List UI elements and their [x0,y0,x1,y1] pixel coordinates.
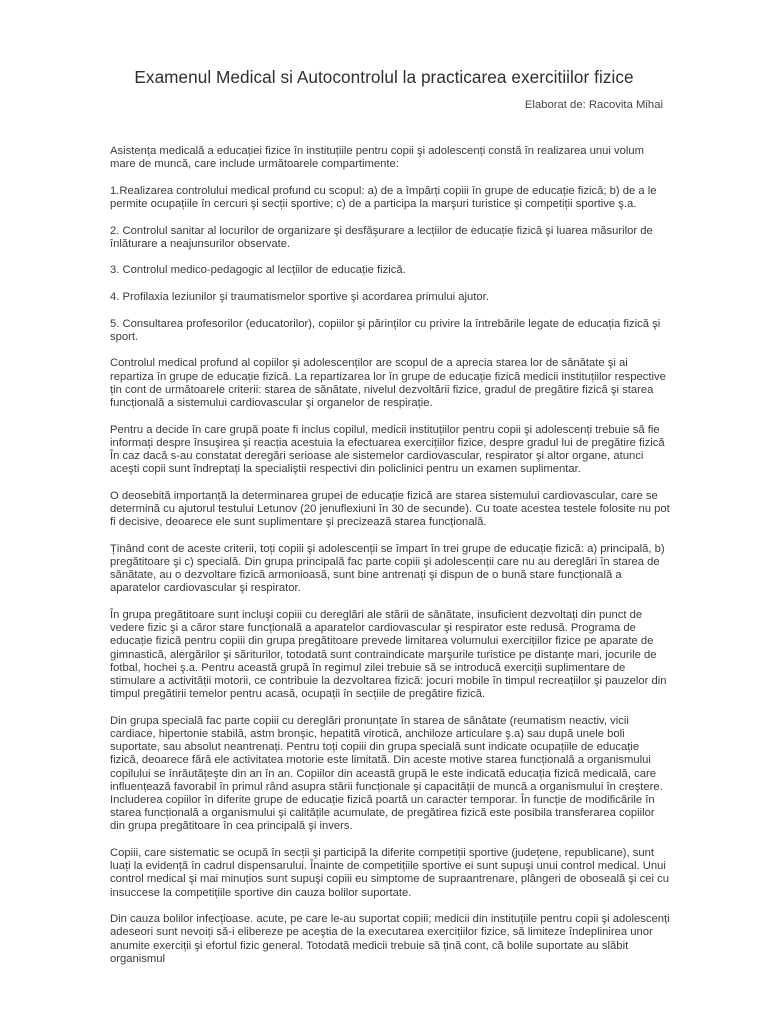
paragraph-control-medical: Controlul medical profund al copiilor şi adolescenților are scopul de a aprecia starea lor de sănătate şi ai repartiza în grupe de educație fizică. La repartizarea lor în grupe de educație fizică medicii instituțiilor respective țin cont de următoarele criterii: starea de sănătate, nivelul dezvoltării fizice, gradul de pregătire fizică şi starea funcțională a sistemului cardiovascular şi organelor de respirație. [110,357,666,409]
paragraph-boli-infectioase: Din cauza bolilor infecțioase. acute, pe care le-au suportat copiii; medicii din instituțiile pentru copii şi adolescenți adeseori sunt nevoiți să-i elibereze pe aceştia de la executarea exercițiilor fizice, să limiteze îndeplinirea unor anumite exerciții şi efortul fizic general. Totodată medicii trebuie să țină cont, că bolile suportate au slăbit organismul [110,913,670,965]
paragraph-grupa-pregatitoare: În grupa pregătitoare sunt incluşi copiii cu dereglări ale stării de sănătate, insuficient dezvoltați din punct de vedere fizic şi a căror stare funcțională a aparatelor cardiovascular şi respirator este redusă. Programa de educație fizică pentru copiii din grupa pregătitoare prevede limitarea volumului exercițiilor fizice pe aparate de gimnastică, alergărilor şi săriturilor, totodată sunt contraindicate marşurile turistice pe distanțe mari, jocurile de fotbal, hochei ş.a. Pentru această grupă în regimul zilei trebuie să se introducă exerciții suplimentare de stimulare a activității motorii, ce contribuie la dezvoltarea fizică: jocuri mobile în timpul recreațiilor şi pauzelor din timpul pregătirii temelor pentru acasă, ocupații în secțiile de pregătire fizică. [110,608,667,701]
paragraph-test-letunov: O deosebită importanță la determinarea grupei de educație fizică are starea sistemului cardiovascular, care se determină cu ajutorul testului Letunov (20 jenuflexiuni în 30 de secunde). Cu toate acestea testele folosite nu pot fi decisive, deoarece ele sunt suplimentare şi precizează starea funcțională. [110,489,670,529]
paragraph-trei-grupe: Ținând cont de aceste criterii, toți copiii şi adolescenții se împart în trei grupe de educație fizică: a) principală, b) pregătitoare şi c) specială. Din grupa principală fac parte copiii şi adolescenții care nu au dereglări în starea de sănătate, au o dezvoltare fizică armonioasă, sunt bine antrenați şi dispun de o bună stare funcțională a aparatelor cardiovascular şi respirator. [110,542,665,595]
paragraph-item-5: 5. Consultarea profesorilor (educatorilor), copiilor şi părinților cu privire la întrebările legate de educația fizică şi sport. [110,317,661,343]
paragraph-intro: Asistența medicală a educației fizice în instituțiile pentru copii şi adolescenți constă în realizarea unui volum mare de muncă, care include următoarele compartimente: [110,145,645,171]
paragraph-competitii: Copiii, care sistematic se ocupă în secții şi participă la diferite competiții sportive (județene, republicane), sunt luați la evidență în cadrul dispensarului. Înainte de competițiile sportive ei sunt supuşi unui control medical. Unui control medical şi mai minuțios sunt supuşi copiii eu simptome de supraantrenare, plângeri de oboseală şi cei cu insuccese la competițiile sportive din cauza bolilor suportate. [110,847,670,899]
paragraph-item-1: 1.Realizarea controlului medical profund cu scopul: a) de a împărți copiii în grupe de educație fizică; b) de a le permite ocupațiile în cercuri şi secții sportive; c) de a participa la marşuri turistice şi competiții sportive ş.a. [110,184,657,210]
document-title: Examenul Medical si Autocontrolul la practicarea exercitiilor fizice [134,67,634,87]
document-body [110,145,670,979]
paragraph-item-3: 3. Controlul medico-pedagogic al lecțiilor de educație fizică. [110,264,406,277]
document-author: Elaborat de: Racovita Mihai [524,99,663,111]
paragraph-item-2: 2. Controlul sanitar al locurilor de organizare şi desfăşurare a lecțiilor de educație fizică şi luarea măsurilor de înlăturare a neajunsurilor observate. [110,224,653,250]
paragraph-decizie-grupa: Pentru a decide în care grupă poate fi inclus copilul, medicii instituțiilor pentru copii şi adolescenți trebuie să fie informați despre însuşirea şi reacția acestuia la efectuarea exercițiilor fizice, despre gradul lui de pregătire fizică În caz dacă s-au constatat deregări serioase ale sistemelor cardiovascular, respirator şi altor organe, atunci aceşti copii sunt îndreptați la specialiştii respectivi din policlinici pentru un examen suplimentar. [110,423,665,476]
paragraph-item-4: 4. Profilaxia leziunilor şi traumatismelor sportive şi acordarea primului ajutor. [110,290,489,303]
paragraph-grupa-speciala: Din grupa specială fac parte copiii cu dereglări pronunțate în starea de sănătate (reumatism neactiv, vicii cardiace, hipertonie stabilă, astm bronşic, hepatită virotică, anchiloze articulare ş.a) sau după unele boli suportate, sau absolut neantrenați. Pentru toți copiii din grupa specială sunt indicate ocupațiile de educație fizică, deoarece fără ele activitatea motorie este limitată. Din aceste motive starea funcțională a organismului copilului se înrăutățeşte din an în an. Copiilor din această grupă le este indicată educația fizică medicală, care influențează favorabil în primul rând asupra stării funcționale şi capacității de muncă a organismului în creştere. Includerea copiilor în diferite grupe de educație fizică poartă un caracter temporar. În funcție de modificările în starea funcțională a organismului şi calitățile acumulate, de pregătirea fizică este posibila transferarea copiilor din grupa pregătitoare în cea principală şi invers. [110,714,663,833]
